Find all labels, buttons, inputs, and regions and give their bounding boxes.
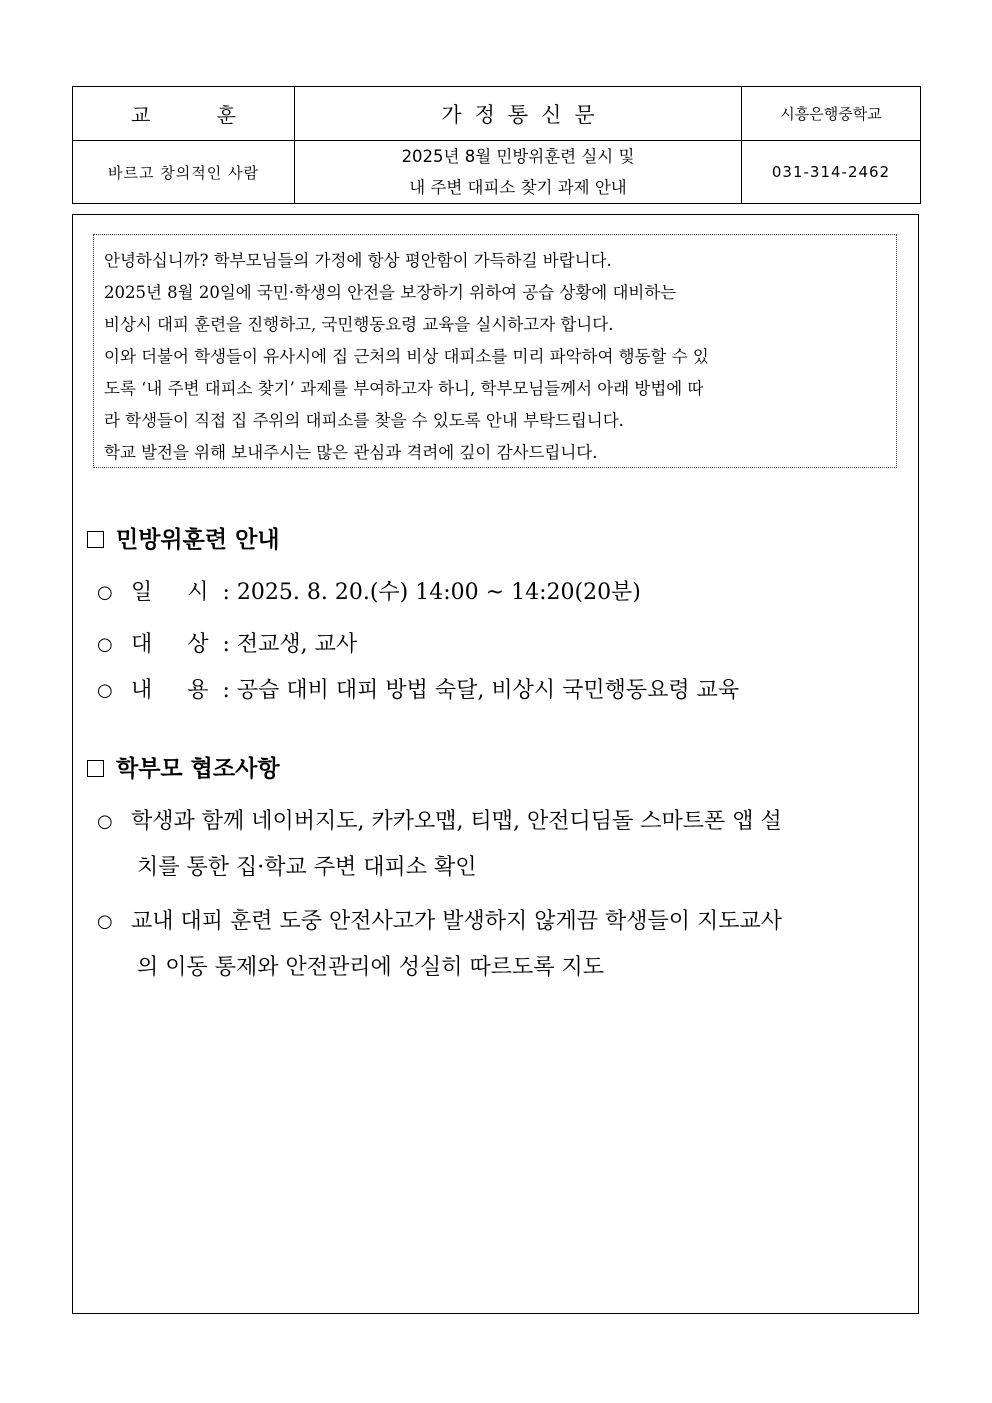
section-title bbox=[83, 520, 909, 560]
intro-line: 도록 ‘내 주변 대피소 찾기’ 과제를 부여하고자 하니, 학부모님들께서 아래 방법에 따 bbox=[104, 379, 704, 398]
list-item bbox=[83, 799, 909, 891]
bullet-icon: ○ bbox=[97, 582, 113, 603]
subject-line-1: 2025년 8월 민방위훈련 실시 및 bbox=[401, 147, 635, 166]
intro-line: 안녕하십니까? 학부모님들의 가정에 항상 평안함이 가득하길 바랍니다. bbox=[104, 251, 612, 270]
section-title-text: 민방위훈련 안내 bbox=[116, 527, 280, 553]
list-item bbox=[83, 899, 909, 991]
intro-line: 라 학생들이 직접 집 주위의 대피소를 찾을 수 있도록 안내 부탁드립니다. bbox=[104, 411, 624, 430]
section-title-text: 학부모 협조사항 bbox=[116, 756, 280, 782]
section-drill-info bbox=[83, 520, 909, 714]
intro-line: 비상시 대피 훈련을 진행하고, 국민행동요령 교육을 실시하고자 합니다. bbox=[104, 315, 614, 334]
item-label: 대 상 bbox=[131, 632, 223, 657]
subject-cell bbox=[295, 141, 742, 204]
intro-line: 이와 더불어 학생들이 유사시에 집 근처의 비상 대피소를 미리 파악하여 행동할 수 있 bbox=[104, 347, 709, 366]
bullet-icon: ○ bbox=[97, 680, 113, 701]
school-motto: 바르고 창의적인 사람 bbox=[73, 141, 295, 204]
item-label: 내 용 bbox=[131, 678, 223, 703]
item-line-2: 의 이동 통제와 안전관리에 성실히 따르도록 지도 bbox=[137, 955, 605, 980]
list-item bbox=[83, 668, 909, 714]
item-label: 일 시 bbox=[131, 580, 223, 605]
item-line-1: 교내 대피 훈련 도중 안전사고가 발생하지 않게끔 학생들이 지도교사 bbox=[131, 909, 783, 934]
document-title: 가정통신문 bbox=[295, 87, 742, 141]
subject-line-2: 내 주변 대피소 찾기 과제 안내 bbox=[409, 178, 627, 197]
checkbox-icon bbox=[87, 531, 104, 548]
item-line-2: 치를 통한 집·학교 주변 대피소 확인 bbox=[137, 855, 477, 880]
bullet-icon: ○ bbox=[97, 911, 113, 932]
phone-number: 031-314-2462 bbox=[742, 141, 921, 204]
motto-label: 교 훈 bbox=[73, 87, 295, 141]
bullet-icon: ○ bbox=[97, 811, 113, 832]
item-value: : 2025. 8. 20.(수) 14:00 ~ 14:20(20분) bbox=[222, 580, 641, 605]
list-item bbox=[83, 570, 909, 616]
intro-box bbox=[93, 234, 897, 468]
school-name: 시흥은행중학교 bbox=[742, 87, 921, 141]
intro-line: 학교 발전을 위해 보내주시는 많은 관심과 격려에 깊이 감사드립니다. bbox=[104, 443, 598, 462]
item-line-1: 학생과 함께 네이버지도, 카카오맵, 티맵, 안전디딤돌 스마트폰 앱 설 bbox=[131, 809, 782, 834]
section-parent-cooperation bbox=[83, 749, 909, 991]
item-value: : 전교생, 교사 bbox=[222, 632, 358, 657]
section-title bbox=[83, 749, 909, 789]
list-item bbox=[83, 622, 909, 668]
header-table bbox=[72, 86, 921, 204]
main-content-box bbox=[72, 214, 919, 1314]
checkbox-icon bbox=[87, 760, 104, 777]
bullet-icon: ○ bbox=[97, 634, 113, 655]
item-value: : 공습 대비 대피 방법 숙달, 비상시 국민행동요령 교육 bbox=[222, 678, 740, 703]
intro-line: 2025년 8월 20일에 국민·학생의 안전을 보장하기 위하여 공습 상황에 대비하는 bbox=[104, 283, 677, 302]
